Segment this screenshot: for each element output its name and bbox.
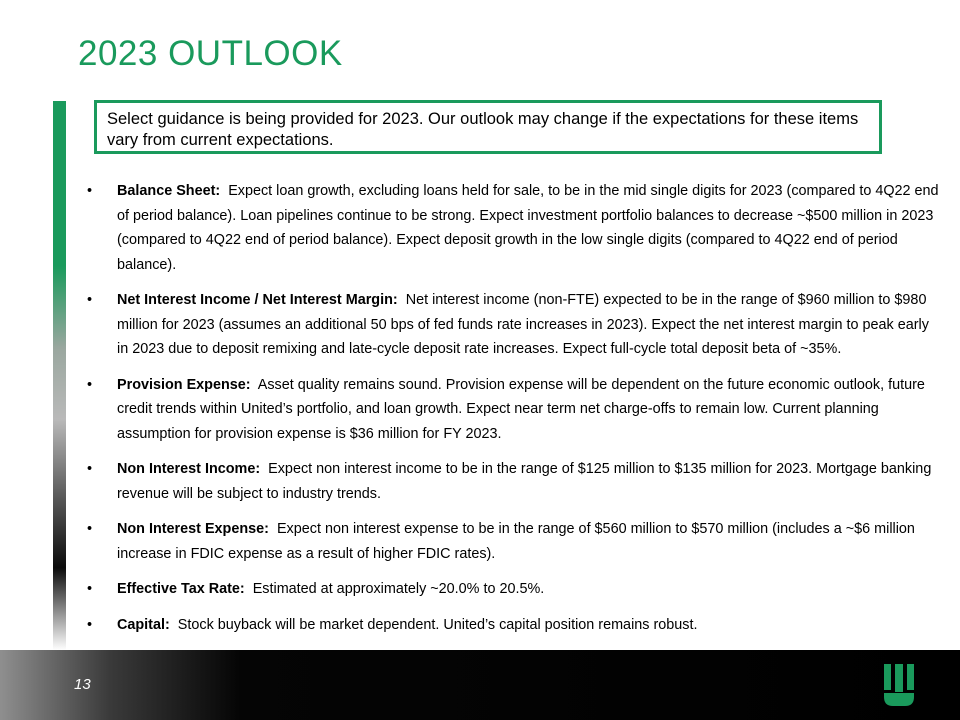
bullet-label: Non Interest Expense:: [117, 521, 269, 537]
bullet-text: Expect loan growth, excluding loans held for sale, to be in the mid single digits for 2023 (compared to 4Q22 end of period balance). Loan pipelines continue to be strong. Expect investment portfolio balances to decrease ~$500 million in 2023 (compared to 4Q22 end of period balance). Expect deposit growth in the low single digits (compared to 4Q22 end of period balance).: [117, 183, 939, 273]
guidance-callout-box: Select guidance is being provided for 2023. Our outlook may change if the expectations for these items vary from current expectations.: [94, 100, 882, 154]
outlook-bullet-list: [78, 179, 942, 648]
bullet-marker: •: [87, 183, 93, 199]
footer-bar: [0, 650, 960, 720]
bullet-provision-expense: [78, 373, 942, 447]
united-bank-logo-icon: [884, 664, 914, 706]
bullet-text: Expect non interest expense to be in the range of $560 million to $570 million (includes a ~$6 million increase in FDIC expense as a result of higher FDIC rates).: [117, 521, 915, 562]
bullet-label: Provision Expense:: [117, 376, 251, 393]
bullet-label: Net Interest Income / Net Interest Margin:: [117, 292, 398, 308]
bullet-effective-tax-rate: [78, 577, 942, 602]
bullet-text: Expect non interest income to be in the range of $125 million to $135 million for 2023. Mortgage banking revenue will be subject to industry trends.: [117, 461, 932, 502]
bullet-marker: •: [87, 292, 93, 308]
bullet-marker: •: [87, 581, 93, 597]
bullet-marker: •: [87, 461, 93, 477]
bullet-text: Asset quality remains sound. Provision expense will be dependent on the future economic outlook, future credit trends within United’s portfolio, and loan growth. Expect near term net charge-offs to remain low. Current planning assumption for provision expense is $36 million for FY 2023.: [117, 376, 925, 442]
bullet-non-interest-income: [78, 457, 942, 506]
page-title: 2023 OUTLOOK: [78, 34, 343, 73]
bullet-label: Capital:: [117, 616, 170, 633]
bullet-label: Balance Sheet:: [117, 183, 221, 199]
bullet-marker: •: [87, 616, 93, 633]
bullet-text: Estimated at approximately ~20.0% to 20.5%.: [252, 581, 545, 597]
bullet-balance-sheet: [78, 179, 942, 277]
decorative-side-bar: [53, 101, 66, 650]
bullet-text: Net interest income (non-FTE) expected to be in the range of $960 million to $980 million for 2023 (assumes an additional 50 bps of fed funds rate increases in 2023). Expect the net interest margin to peak early in 2023 due to deposit remixing and late-cycle deposit rate increases. Expect full-cycle total deposit beta of ~35%.: [117, 292, 929, 357]
bullet-label: Effective Tax Rate:: [117, 581, 245, 597]
bullet-capital: [78, 613, 942, 638]
bullet-label: Non Interest Income:: [117, 461, 261, 477]
page-number: 13: [74, 676, 91, 693]
bullet-marker: •: [87, 376, 93, 393]
bullet-text: Stock buyback will be market dependent. United’s capital position remains robust.: [177, 616, 698, 633]
bullet-marker: •: [87, 521, 93, 537]
bullet-net-interest-income: [78, 288, 942, 362]
bullet-non-interest-expense: [78, 517, 942, 566]
